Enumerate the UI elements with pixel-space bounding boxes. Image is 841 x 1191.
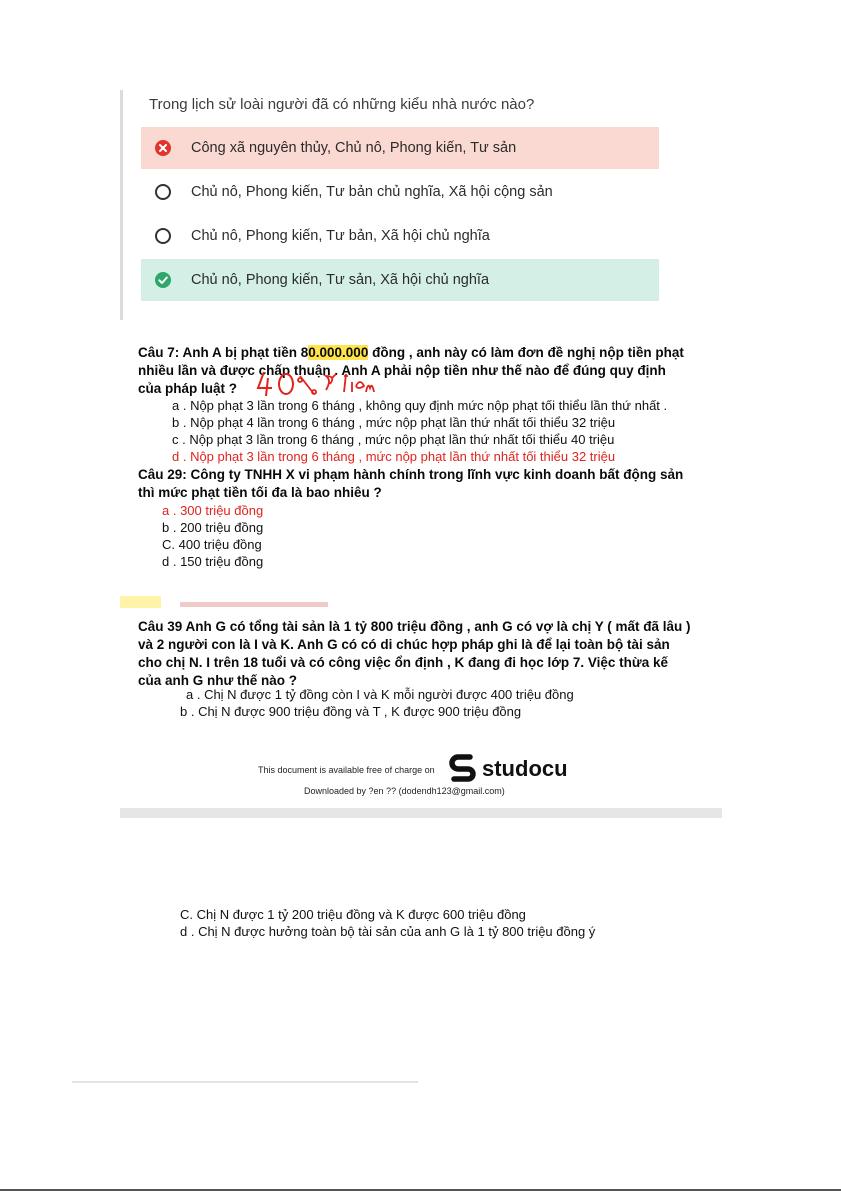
q39-answer-d: d . Chị N được hưởng toàn bộ tài sản của anh G là 1 tỷ 800 triệu đồng ý bbox=[180, 924, 596, 939]
question-39-line-2: và 2 người con là I và K. Anh G có có di chúc hợp pháp ghi là để lại toàn bộ tài sản bbox=[138, 637, 670, 652]
question-7-line-3: của pháp luật ? bbox=[138, 381, 238, 396]
question-39-line-4: của anh G như thế nào ? bbox=[138, 673, 298, 688]
quiz-card bbox=[120, 90, 663, 320]
studocu-brand[interactable]: studocu bbox=[482, 756, 568, 781]
wrong-icon bbox=[155, 140, 171, 156]
page-divider bbox=[120, 808, 722, 818]
question-7-line-2: nhiều lần và được chấp thuận . Anh A phải nộp tiền như thế nào để đúng quy định bbox=[138, 363, 666, 378]
quiz-option-4[interactable] bbox=[141, 259, 659, 301]
q29-answer-d: d . 150 triệu đồng bbox=[162, 554, 264, 569]
studocu-logo-icon bbox=[448, 753, 478, 783]
q7-answer-c: c . Nộp phạt 3 lần trong 6 tháng , mức nộp phạt lần thứ nhất tối thiểu 40 triệu bbox=[172, 432, 615, 447]
q29-answer-a: a . 300 triệu đồng bbox=[162, 503, 264, 518]
check-icon bbox=[155, 272, 171, 288]
quiz-option-label: Chủ nô, Phong kiến, Tư bản, Xã hội chủ nghĩa bbox=[191, 228, 490, 244]
question-39-line-1: Câu 39 Anh G có tổng tài sản là 1 tỷ 800 triệu đồng , anh G có vợ là chị Y ( mất đã lâu ) bbox=[138, 619, 691, 634]
radio-icon[interactable] bbox=[155, 184, 171, 200]
q7-answer-b: b . Nộp phạt 4 lần trong 6 tháng , mức nộp phạt lần thứ nhất tối thiểu 32 triệu bbox=[172, 415, 616, 430]
q7-answer-a: a . Nộp phạt 3 lần trong 6 tháng , không quy định mức nộp phạt tối thiểu lần thứ nhất . bbox=[172, 398, 668, 413]
question-29-line-2: thì mức phạt tiền tối đa là bao nhiêu ? bbox=[138, 485, 382, 500]
q29-answer-c: C. 400 triệu đồng bbox=[162, 537, 262, 552]
bottom-divider bbox=[72, 1081, 418, 1083]
q39-answer-b: b . Chị N được 900 triệu đồng và T , K được 900 triệu đồng bbox=[180, 704, 522, 719]
question-29-line-1: Câu 29: Công ty TNHH X vi phạm hành chính trong lĩnh vực kinh doanh bất động sản bbox=[138, 467, 684, 482]
q29-answer-b: b . 200 triệu đồng bbox=[162, 520, 264, 535]
handwritten-note bbox=[256, 370, 376, 398]
q39-answer-a: a . Chị N được 1 tỷ đồng còn I và K mỗi người được 400 triệu đồng bbox=[186, 687, 574, 702]
footer-available-text: This document is available free of charge on bbox=[258, 765, 435, 775]
quiz-option-2[interactable] bbox=[141, 171, 659, 213]
highlight: 0.000.000 bbox=[308, 345, 369, 360]
quiz-question: Trong lịch sử loài người đã có những kiểu nhà nước nào? bbox=[149, 96, 535, 113]
footer-downloaded-text: Downloaded by ?en ?? (dodendh123@gmail.com) bbox=[304, 786, 505, 796]
q7-answer-d: d . Nộp phạt 3 lần trong 6 tháng , mức nộp phạt lần thứ nhất tối thiểu 32 triệu bbox=[172, 449, 616, 464]
quiz-option-3[interactable] bbox=[141, 215, 659, 257]
question-39-line-3: cho chị N. I trên 18 tuổi và có công việc ổn định , K đang đi học lớp 7. Việc thừa kế bbox=[138, 655, 668, 670]
cropped-text-fragment bbox=[180, 600, 330, 608]
quiz-option-1[interactable] bbox=[141, 127, 659, 169]
radio-icon[interactable] bbox=[155, 228, 171, 244]
quiz-option-label: Chủ nô, Phong kiến, Tư bản chủ nghĩa, Xã hội cộng sản bbox=[191, 184, 553, 200]
quiz-option-label: Chủ nô, Phong kiến, Tư sản, Xã hội chủ nghĩa bbox=[191, 272, 490, 288]
highlight-fragment bbox=[120, 596, 161, 608]
quiz-option-label: Công xã nguyên thủy, Chủ nô, Phong kiến, Tư sản bbox=[191, 140, 517, 156]
question-7-line-1: Câu 7: Anh A bị phạt tiền 80.000.000 đồng , anh này có làm đơn đề nghị nộp tiền phạt bbox=[138, 345, 684, 360]
q39-answer-c: C. Chị N được 1 tỷ 200 triệu đồng và K được 600 triệu đồng bbox=[180, 907, 526, 922]
